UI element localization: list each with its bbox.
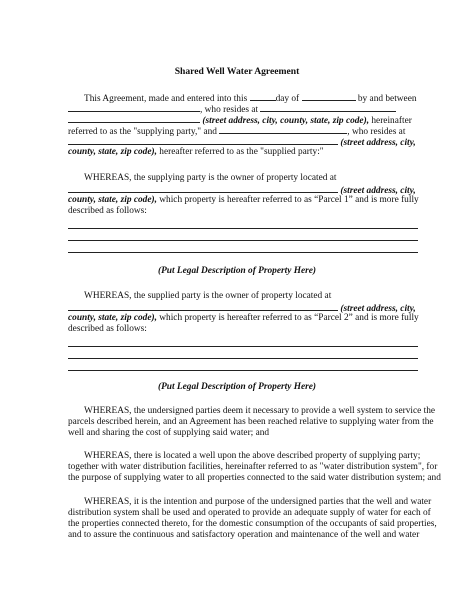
legal-description-placeholder: (Put Legal Description of Property Here) <box>157 266 317 276</box>
supplying-party-address-blank[interactable] <box>260 103 396 112</box>
intro-text: This Agreement, made and entered into this <box>84 94 248 104</box>
whereas5-line-2: distribution system shall be used and operated to provide an adequate supply of water for each of <box>68 508 431 518</box>
parcel2-address-blank[interactable] <box>68 302 338 311</box>
whereas5-line-1: WHEREAS, it is the intention and purpose of the undersigned parties that the well and water <box>84 497 432 507</box>
whereas1-line-1: WHEREAS, the supplying party is the owner of property located at <box>84 173 337 183</box>
address-hint: (street address, city, <box>340 304 416 314</box>
whereas4-line-1: WHEREAS, there is located a well upon the above described property of supplying party; <box>84 451 421 461</box>
whereas2-line-3 <box>68 313 419 324</box>
paragraph-text: which property is hereafter referred to as “Parcel 2” and is more fully <box>159 313 419 323</box>
supplied-party-name-blank[interactable] <box>219 125 347 134</box>
intro-text: referred to as the "supplying party," and <box>68 127 217 137</box>
supplied-party-address-blank[interactable] <box>68 136 338 145</box>
whereas4-line-2: together with water distribution facilities, hereinafter referred to as "water distribution system", for <box>68 462 438 472</box>
legal-description-line[interactable] <box>68 228 418 229</box>
whereas5-line-4: and to assure the continuous and satisfactory operation and maintenance of the well and water <box>68 530 420 540</box>
whereas1-line-4: described as follows: <box>68 206 147 216</box>
legal-description-line[interactable] <box>68 252 418 253</box>
supplying-party-address-blank-2[interactable] <box>68 114 200 123</box>
intro-text: day of <box>275 94 300 104</box>
legal-description-line[interactable] <box>68 240 418 241</box>
intro-text: by and between <box>357 94 417 104</box>
intro-text: hereinafter <box>371 116 412 126</box>
legal-description-line[interactable] <box>68 370 418 371</box>
whereas2-line-4: described as follows: <box>68 324 147 334</box>
address-hint: county, state, zip code), <box>68 147 157 157</box>
page-title: Shared Well Water Agreement <box>174 66 300 77</box>
month-blank[interactable] <box>302 92 356 101</box>
address-hint: county, state, zip code), <box>68 313 157 323</box>
intro-text: , who resides at <box>347 127 406 137</box>
whereas3-line-3: well and sharing the cost of supplying said water; and <box>68 428 270 438</box>
legal-description-placeholder: (Put Legal Description of Property Here) <box>157 382 317 392</box>
address-hint: (street address, city, <box>340 186 416 196</box>
supplying-party-name-blank[interactable] <box>68 103 200 112</box>
whereas1-line-3 <box>68 195 419 206</box>
address-hint: (street address, city, <box>340 138 416 148</box>
address-hint: (street address, city, county, state, zip code), <box>202 116 370 126</box>
whereas5-line-3: the properties connected thereto, for the domestic consumption of the occupants of said properties, <box>68 519 437 529</box>
intro-line-6 <box>68 147 324 158</box>
parcel1-address-blank[interactable] <box>68 184 338 193</box>
legal-description-line[interactable] <box>68 346 418 347</box>
address-hint: county, state, zip code), <box>68 195 157 205</box>
intro-text: , who resides at <box>200 105 259 115</box>
whereas4-line-3: the purpose of supplying water to all properties connected to the said water distribution system; and <box>68 473 441 483</box>
legal-description-line[interactable] <box>68 358 418 359</box>
whereas3-line-2: parcels described herein, and an Agreement has been reached relative to supplying water from the <box>68 417 434 427</box>
paragraph-text: which property is hereafter referred to as “Parcel 1” and is more fully <box>159 195 419 205</box>
intro-text: hereafter referred to as the "supplied party:" <box>159 147 324 157</box>
whereas3-line-1: WHEREAS, the undersigned parties deem it necessary to provide a well system to service the <box>84 406 436 416</box>
whereas2-line-1: WHEREAS, the supplied party is the owner of property located at <box>84 291 332 301</box>
day-blank[interactable] <box>250 92 276 101</box>
